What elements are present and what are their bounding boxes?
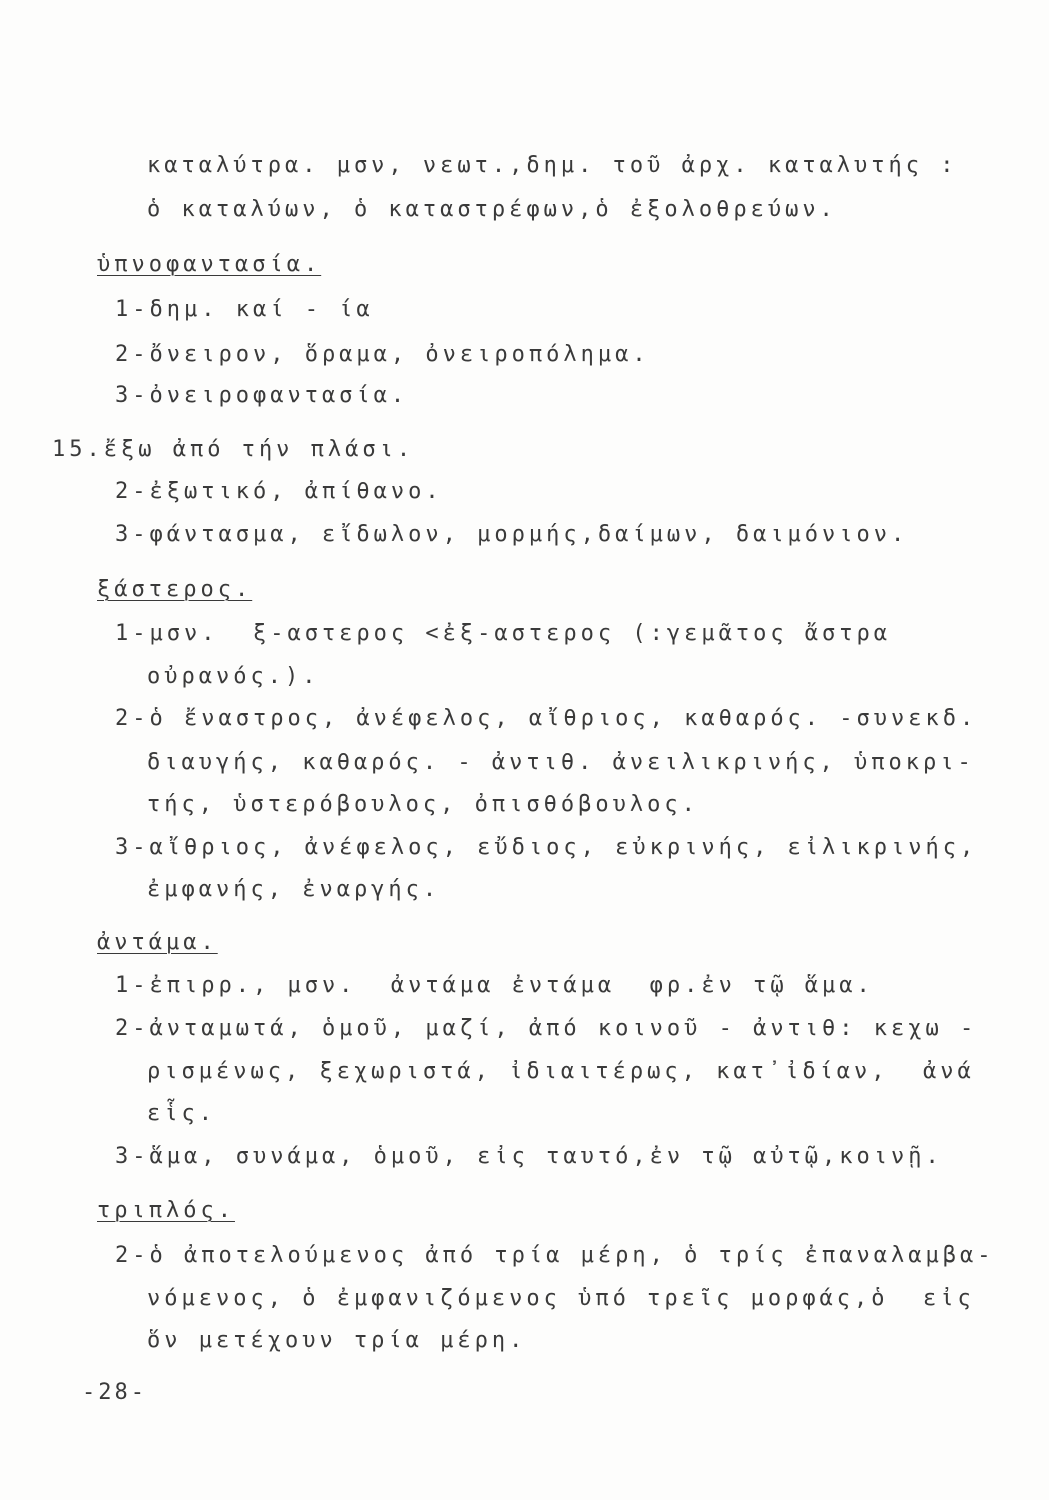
- lemma-heading: ἀντάμα.: [97, 930, 218, 955]
- text-line: ὅν μετέχουν τρία μέρη.: [147, 1328, 527, 1353]
- text-line: εἷς.: [147, 1101, 216, 1126]
- text-line: 1-ἐπιρρ., μσν. ἀντάμα ἐντάμα φρ.ἐν τῷ ἅμα.: [115, 973, 874, 998]
- text-line: ρισμένως, ξεχωριστά, ἰδιαιτέρως, κατ᾽ἰδίαν, ἀνά: [147, 1059, 975, 1084]
- lemma-heading: τριπλός.: [97, 1198, 235, 1223]
- lemma-heading: ὑπνοφαντασία.: [97, 252, 322, 277]
- text-line: διαυγής, καθαρός. - ἀντιθ. ἀνειλικρινής, ὑποκρι-: [147, 750, 975, 775]
- text-line: ἐμφανής, ἐναργής.: [147, 877, 441, 902]
- text-line: 3-φάντασμα, εἴδωλον, μορμής,δαίμων, δαιμόνιον.: [115, 522, 909, 547]
- text-line: 2-ὁ ἔναστρος, ἀνέφελος, αἴθριος, καθαρός. -συνεκδ.: [115, 706, 978, 731]
- text-line: 3-αἴθριος, ἀνέφελος, εὔδιος, εὐκρινής, εἰλικρινής,: [115, 835, 978, 860]
- page-number: -28-: [82, 1380, 147, 1405]
- text-line: καταλύτρα. μσν, νεωτ.,δημ. τοῦ ἀρχ. καταλυτής :: [147, 153, 958, 178]
- text-line: 3-ὀνειροφαντασία.: [115, 383, 409, 408]
- text-line: 1-μσν. ξ-αστερος <ἐξ-αστερος (:γεμᾶτος ἄστρα: [115, 621, 892, 646]
- text-line: νόμενος, ὁ ἐμφανιζόμενος ὑπό τρεῖς μορφάς,ὁ εἰς: [147, 1286, 975, 1311]
- lemma-heading: ξάστερος.: [97, 577, 253, 602]
- text-line: 2-ὁ ἀποτελούμενος ἀπό τρία μέρη, ὁ τρίς ἐπαναλαμβα-: [115, 1243, 995, 1268]
- text-line: 2-ὄνειρον, ὅραμα, ὀνειροπόλημα.: [115, 342, 650, 367]
- text-line: 1-δημ. καί - ία: [115, 297, 374, 322]
- text-line: 2-ἐξωτικό, ἀπίθανο.: [115, 479, 443, 504]
- text-line: τής, ὑστερόβουλος, ὀπισθόβουλος.: [147, 792, 699, 817]
- text-line: ὁ καταλύων, ὁ καταστρέφων,ὁ ἐξολοθρεύων.: [147, 197, 837, 222]
- text-line: οὐρανός.).: [147, 664, 320, 689]
- text-line: 3-ἅμα, συνάμα, ὁμοῦ, εἰς ταυτό,ἐν τῷ αὐτῷ,κοινῇ.: [115, 1144, 943, 1169]
- text-line: 15.ἔξω ἀπό τήν πλάσι.: [52, 437, 415, 462]
- text-line: 2-ἀνταμωτά, ὁμοῦ, μαζί, ἀπό κοινοῦ - ἀντιθ: κεχω -: [115, 1016, 978, 1041]
